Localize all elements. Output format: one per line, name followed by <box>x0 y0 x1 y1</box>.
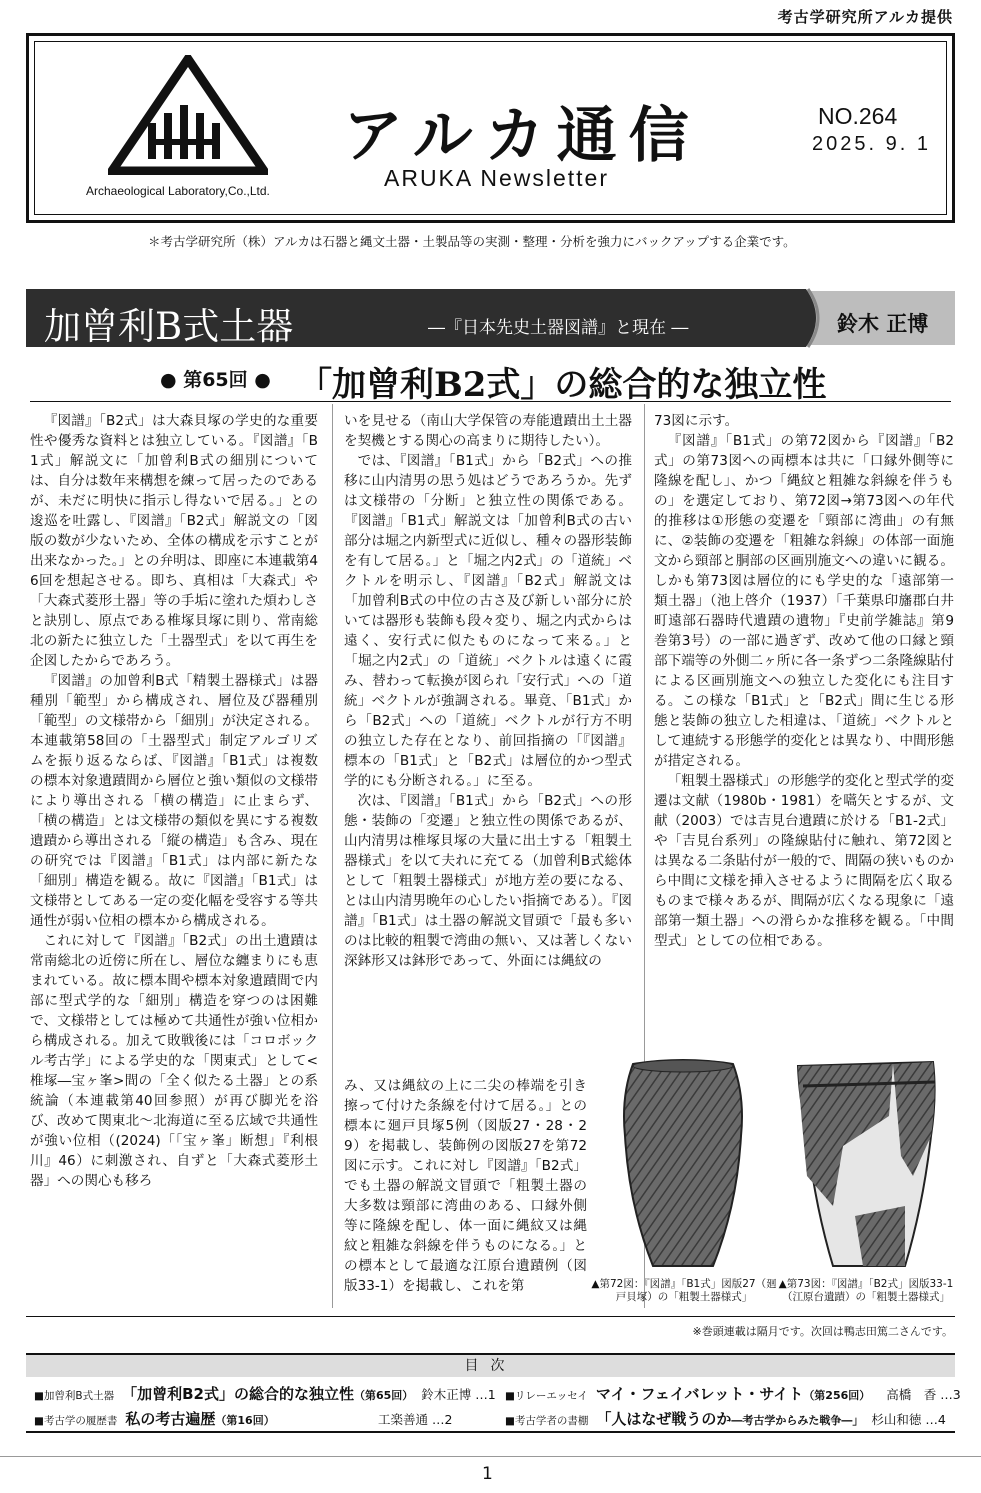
paragraph: み、又は縄紋の上に二尖の棒端を引き擦って付けた条線を付けて居る。」との標本に廻戸貝塚5例（図版27・28・29）を掲載し、装飾例の図版27を第72図に示す。これに対し『図譜』「B2式」でも土器の解説文冒頭で「粗製土器の大多数は頸部に湾曲のある、口縁外側等に隆線を配し、体一面に縄紋又は縄紋と粗雑な斜線を伴うものになる。」との標本として最適な江原台遺蹟例（図版33-1）を掲載し、これを第 <box>344 1078 587 1294</box>
toc-title: 「人はなぜ戦うのか <box>596 1410 732 1428</box>
article-rule <box>30 401 951 402</box>
toc-title: 「加曾利B2式」の総合的な独立性 <box>122 1385 354 1403</box>
series-title: 加曾利B式土器 <box>44 305 294 348</box>
toc-author: 杉山和徳 <box>871 1412 922 1427</box>
toc-page: …1 <box>475 1387 496 1402</box>
bottom-rule <box>0 1456 981 1457</box>
newsletter-title: アルカ通信 <box>343 101 701 171</box>
episode-number: ● 第65回 ● <box>160 369 271 391</box>
paragraph: 次は、『図譜』「B1式」から「B2式」への形態・装飾の「変遷」と独立性の関係であるが、山内清男は椎塚貝塚の大量に出土する「粗製土器様式」を以て夫れに充てる（加曾利B式総体として「粗製土器様式」が地方差の要になる、とは山内清男晩年の心したい指摘である）。『図譜』「B1式」は土器の解説文冒頭で「最も多いのは比較的粗製で湾曲の無い、又は著しくない深鉢形又は鉢形であって、外面には縄紋の <box>344 793 632 969</box>
paragraph: 『図譜』「B2式」は大森貝塚の学史的な重要性や優秀な資料とは独立している。『図譜』「B1式」解説文に「加曾利B式の細別については、自分は数年来構想を練って居ったのであるが、未だに明快に指示し得ないで居る。」との逡巡を吐露し、『図譜』「B2式」解説文の「図版の数が少ないため、全体の構成を示すことが出来なかった。」との弁明は、即座に本連載第46回を想起させる。即ち、真相は「大森式」や「大森式菱形土器」等の手垢に塗れた煩わしさと訣別し、原点である椎塚貝塚に則り、常南総北の新たに独立した「土器型式」を以て再生を企図したからであろう。 <box>30 413 318 669</box>
page-number: 1 <box>482 1464 493 1484</box>
toc-sub: （第256回） <box>803 1389 871 1402</box>
issue-date: 2025. 9. 1 <box>812 133 931 155</box>
footnote: ※巻頭連載は隔月です。次回は鴨志田篤二さんです。 <box>692 1325 953 1338</box>
toc-title: マイ・フェイバレット・サイト <box>595 1385 804 1403</box>
logo-caption: Archaeological Laboratory,Co.,Ltd. <box>86 184 270 198</box>
toc-page: …3 <box>940 1387 961 1402</box>
toc-page: …2 <box>432 1412 453 1427</box>
article-title: 「加曾利B2式」の総合的な独立性 <box>298 365 827 405</box>
figure-72-caption: ▲第72図：『図譜』「B1式」図版27（廻戸貝塚）の「粗製土器様式」 <box>591 1278 777 1303</box>
toc-author: 高橋 香 <box>886 1387 937 1402</box>
toc-item[interactable] <box>505 1383 961 1404</box>
paragraph: 『図譜』「B1式」の第72図から『図譜』「B2式」の第73図への両標本は共に「口縁外側等に隆線を配し」、かつ「縄紋と粗雑な斜線を伴うもの」を選定しており、第72図→第73図への年代的推移は①形態の変遷を「頸部に湾曲」の有無に、②装飾の変遷を「粗雑な斜線」の体部一面施文から頸部と胴部の区画別施文への違いに観る。しかも第73図は層位的にも学史的な「遠部第一類土器」（池上啓介（1937）「千葉県印旛郡白井町遠部石器時代遺蹟の遺物」『史前学雑誌』第9巻第3号）の一部に過ぎず、改めて他の口縁と頸部下端等の外側二ヶ所に各一条ずつ二条隆線貼付による区画別施文への独立した変化にも注目する。この様な「B1式」と「B2式」間に生じる形態と装飾の独立した相違は、「道統」ベクトルとして連続する形態学的変化とは異なり、中間形態が措定される。 <box>654 433 954 769</box>
toc-sub: （第16回） <box>215 1414 275 1427</box>
toc-category: ■リレーエッセイ <box>505 1390 588 1402</box>
paragraph: 「粗製土器様式」の形態学的変化と型式学的変遷は文献（1980b・1981）を嚆矢とするが、文献（2003）では吉見台遺蹟に於ける「B1-2式」や「吉見台系列」の隆線貼付に触れ、第72図とは異なる二条貼付が一般的で、間隔の狭いものから中間に文様を挿入させるように間隔を広く取るものまで様々あるが、間隔が広くなる現象に「遠部第一類土器」への滑らかな推移を観る。「中間型式」としての位相である。 <box>654 773 954 949</box>
toc-category: ■考古学の履歴書 <box>34 1415 118 1427</box>
article-column-1 <box>30 411 318 1306</box>
paragraph: いを見せる（南山大学保管の寿能遺蹟出土土器を契機とする関心の高まりに期待したい）。 <box>344 413 632 449</box>
paragraph: これに対して『図譜』「B2式」の出土遺蹟は常南総北の近傍に所在し、層位な纏まりにも恵まれている。故に標本間や標本対象遺蹟間で内部に型式学的な「細別」構造を穿つのは困難で、文様帯としては極めて共通性が強い位相から構成される。加えて敗戦後には「コロボックル考古学」による学史的な「関東式」として<椎塚―宝ヶ峯>間の「全く似たる土器」との系統論（本連載第40回参照）が再び脚光を浴び、改めて関東北～北海道に至る広域で共通性が強い位相（(2024)「「宝ヶ峯」断想」『利根川』46）に刺激され、自ずと「大森式菱形土器」への関心も移ろ <box>30 933 318 1189</box>
toc-item[interactable] <box>505 1408 946 1429</box>
toc-author: 工楽善通 <box>378 1412 429 1427</box>
figure-73-caption: ▲第73図：『図譜』「B2式」図版33-1（江原台遺蹟）の「粗製土器様式」 <box>778 1278 954 1303</box>
paragraph: 『図譜』の加曾利B式「精製土器様式」は器種別「範型」から構成され、層位及び器種別「範型」の文様帯から「細別」が決定される。本連載第58回の「土器型式」制定アルゴリズムを振り返るならば、『図譜』「B1式」は複数の標本対象遺蹟間から層位と強い類似の文様帯により導出される「横の構造」に止まらず、「横の構造」とは文様帯の類似を異にする複数遺蹟から導出される「縦の構造」も含み、現在の研究では『図譜』「B1式」は内部に新たな「細別」構造を観る。故に『図譜』「B1式」は文様帯としてある一定の変化幅を受容する等共通性が弱い位相の標本から構成される。 <box>30 673 318 929</box>
newsletter-subtitle: ARUKA Newsletter <box>384 165 610 191</box>
series-subtitle: ―『日本先史土器図譜』と現在 ― <box>428 318 689 338</box>
toc-author: 鈴木正博 <box>421 1387 472 1402</box>
toc-page: …4 <box>925 1412 946 1427</box>
paragraph: では、『図譜』「B1式」から「B2式」への推移に山内清男の思う処はどうであろうか。先ずは文様帯の「分断」と独立性の関係である。『図譜』「B1式」解説文は「加曾利B式の古い部分は堀之内新型式に近似し、種々の器形装飾を有して居る。」と「堀之内2式」の「道統」ベクトルを明示し、『図譜』「B2式」解説文は「加曾利B式の中位の古さ及び新しい部分に於いては器形も装飾も段々変り、堀之内式からは遠く、安行式に似たものになって来る。」と「堀之内2式」の「道統」ベクトルは遠くに霞み、替わって転換が図られ「安行式」への「道統」ベクトルが強調される。畢竟、「B1式」から「B2式」への「道統」ベクトルが行方不明の独立した存在となり、前回指摘の「『図譜』標本の「B1式」と「B2式」は層位的かつ型式学的にも分断される。」に至る。 <box>344 453 632 789</box>
article-column-2 <box>344 411 632 1071</box>
toc-sub: （第65回） <box>353 1389 414 1402</box>
toc-item[interactable] <box>34 1383 496 1404</box>
pottery-photos <box>593 1056 955 1306</box>
article-author: 鈴木 正博 <box>837 311 929 336</box>
toc-category: ■考古学者の書棚 <box>505 1415 589 1427</box>
issue-number: NO.264 <box>818 103 898 129</box>
paragraph: 73図に示す。 <box>654 413 739 429</box>
footer-rule <box>26 1316 955 1317</box>
column-divider <box>332 404 333 1308</box>
pottery-jar-73-icon <box>798 1062 935 1266</box>
provider-credit: 考古学研究所アルカ提供 <box>777 8 953 26</box>
article-column-2-continued <box>344 1076 587 1306</box>
article-column-3 <box>654 411 954 1051</box>
pottery-jar-72-icon <box>624 1060 742 1266</box>
aruka-logo-icon <box>108 55 268 175</box>
toc-heading: 目次 <box>26 1355 955 1377</box>
toc-item[interactable] <box>34 1408 452 1429</box>
toc-category: ■加曾利B式土器 <box>34 1390 115 1402</box>
company-tagline: ＊考古学研究所（株）アルカは石器と縄文土器・土製品等の実測・整理・分析を強力にバックアップする企業です。 <box>148 234 796 249</box>
toc-title: 私の考古遍歴 <box>125 1410 216 1428</box>
toc-sub: ―考古学からみた戦争―」 <box>731 1414 864 1427</box>
